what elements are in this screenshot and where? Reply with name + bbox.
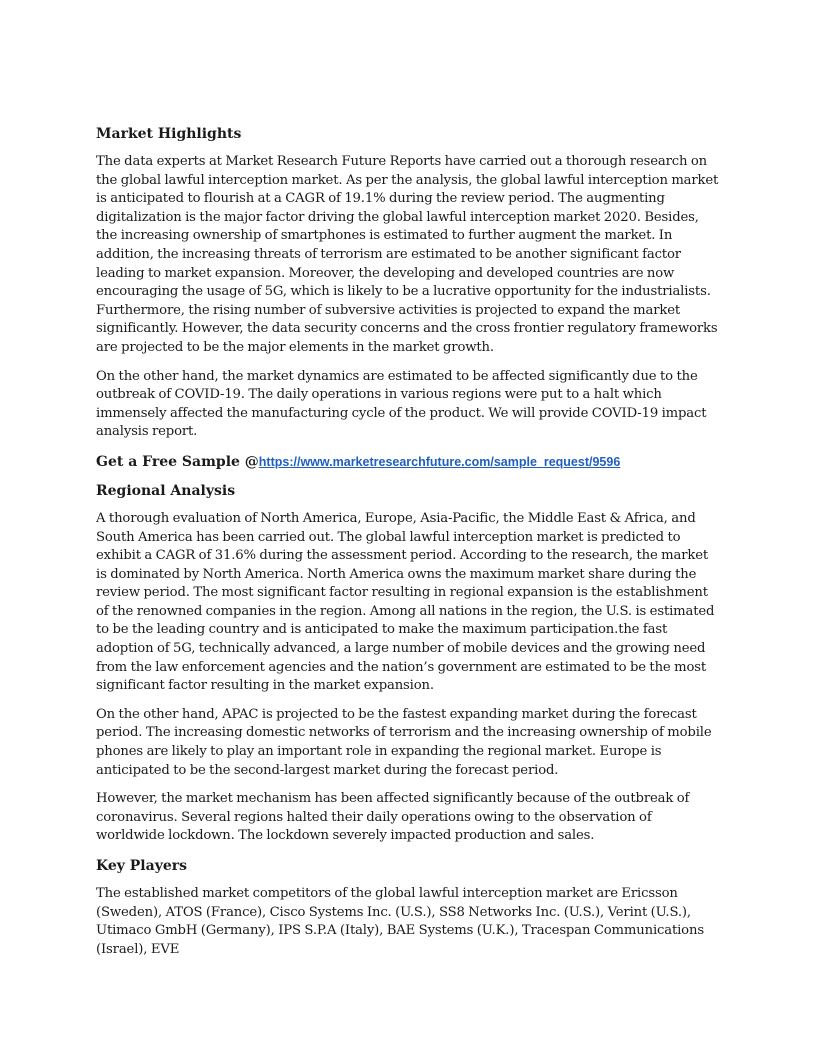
section-regional-analysis <box>96 481 720 846</box>
section-heading: Regional Analysis <box>96 482 236 499</box>
free-sample-line <box>96 452 720 472</box>
paragraph: On the other hand, the market dynamics are estimated to be affected significantly due to the outbreak of COVID-19. The daily operations in various regions were put to a halt which immensely affected the manufacturing cycle of the product. We will provide COVID-19 impact analysis report. <box>96 368 707 440</box>
free-sample-label: Get a Free Sample @ <box>96 453 259 470</box>
paragraph: However, the market mechanism has been affected significantly because of the outbreak of coronavirus. Several regions halted their daily operations owing to the observation of worldwide lockdown. The lockdown severely impacted production and sales. <box>96 791 690 844</box>
section-key-players <box>96 856 720 959</box>
section-heading: Key Players <box>96 858 187 874</box>
paragraph: On the other hand, APAC is projected to be the fastest expanding market during the forecast period. The increasing domestic networks of terrorism and the increasing ownership of mobile phones are likely to play an important role in expanding the regional market. Europe is anticipated to be the second-largest market during the forecast period. <box>96 706 712 778</box>
paragraph: A thorough evaluation of North America, Europe, Asia-Pacific, the Middle East & Africa, and South America has been carried out. The global lawful interception market is predicted to exhibit a CAGR of 31.6% during the assessment period. According to the research, the market is dominated by North America. North America owns the maximum market share during the review period. The most significant factor resulting in regional expansion is the establishment of the renowned companies in the region. Among all nations in the region, the U.S. is estimated to be the leading country and is anticipated to make the maximum participation.the fast adoption of 5G, technically advanced, a large number of mobile devices and the growing need from the law enforcement agencies and the nation’s government are estimated to be the most significant factor resulting in the market expansion. <box>96 510 715 694</box>
section-heading: Market Highlights <box>96 126 242 142</box>
paragraph: The established market competitors of the global lawful interception market are Ericsson (Sweden), ATOS (France), Cisco Systems Inc. (U.S.), SS8 Networks Inc. (U.S.), Verint (U.S.), Utimaco GmbH (Germany), IPS S.P.A (Italy), BAE Systems (U.K.), Tracespan Communications (Israel), EVE <box>96 886 704 957</box>
sample-request-link[interactable]: https://www.marketresearchfuture.com/sample_request/9596 <box>258 454 621 469</box>
paragraph: The data experts at Market Research Future Reports have carried out a thorough research on the global lawful interception market. As per the analysis, the global lawful interception market is anticipated to flourish at a CAGR of 19.1% during the review period. The augmenting digitalization is the major factor driving the global lawful interception market 2020. Besides, the increasing ownership of smartphones is estimated to further augment the market. In addition, the increasing threats of terrorism are estimated to be another significant factor leading to market expansion. Moreover, the developing and developed countries are now encouraging the usage of 5G, which is likely to be a lucrative opportunity for the industrialists. Furthermore, the rising number of subversive activities is projected to expand the market significantly. However, the data security concerns and the cross frontier regulatory frameworks are projected to be the major elements in the market growth. <box>96 154 719 355</box>
section-market-highlights <box>96 124 720 442</box>
